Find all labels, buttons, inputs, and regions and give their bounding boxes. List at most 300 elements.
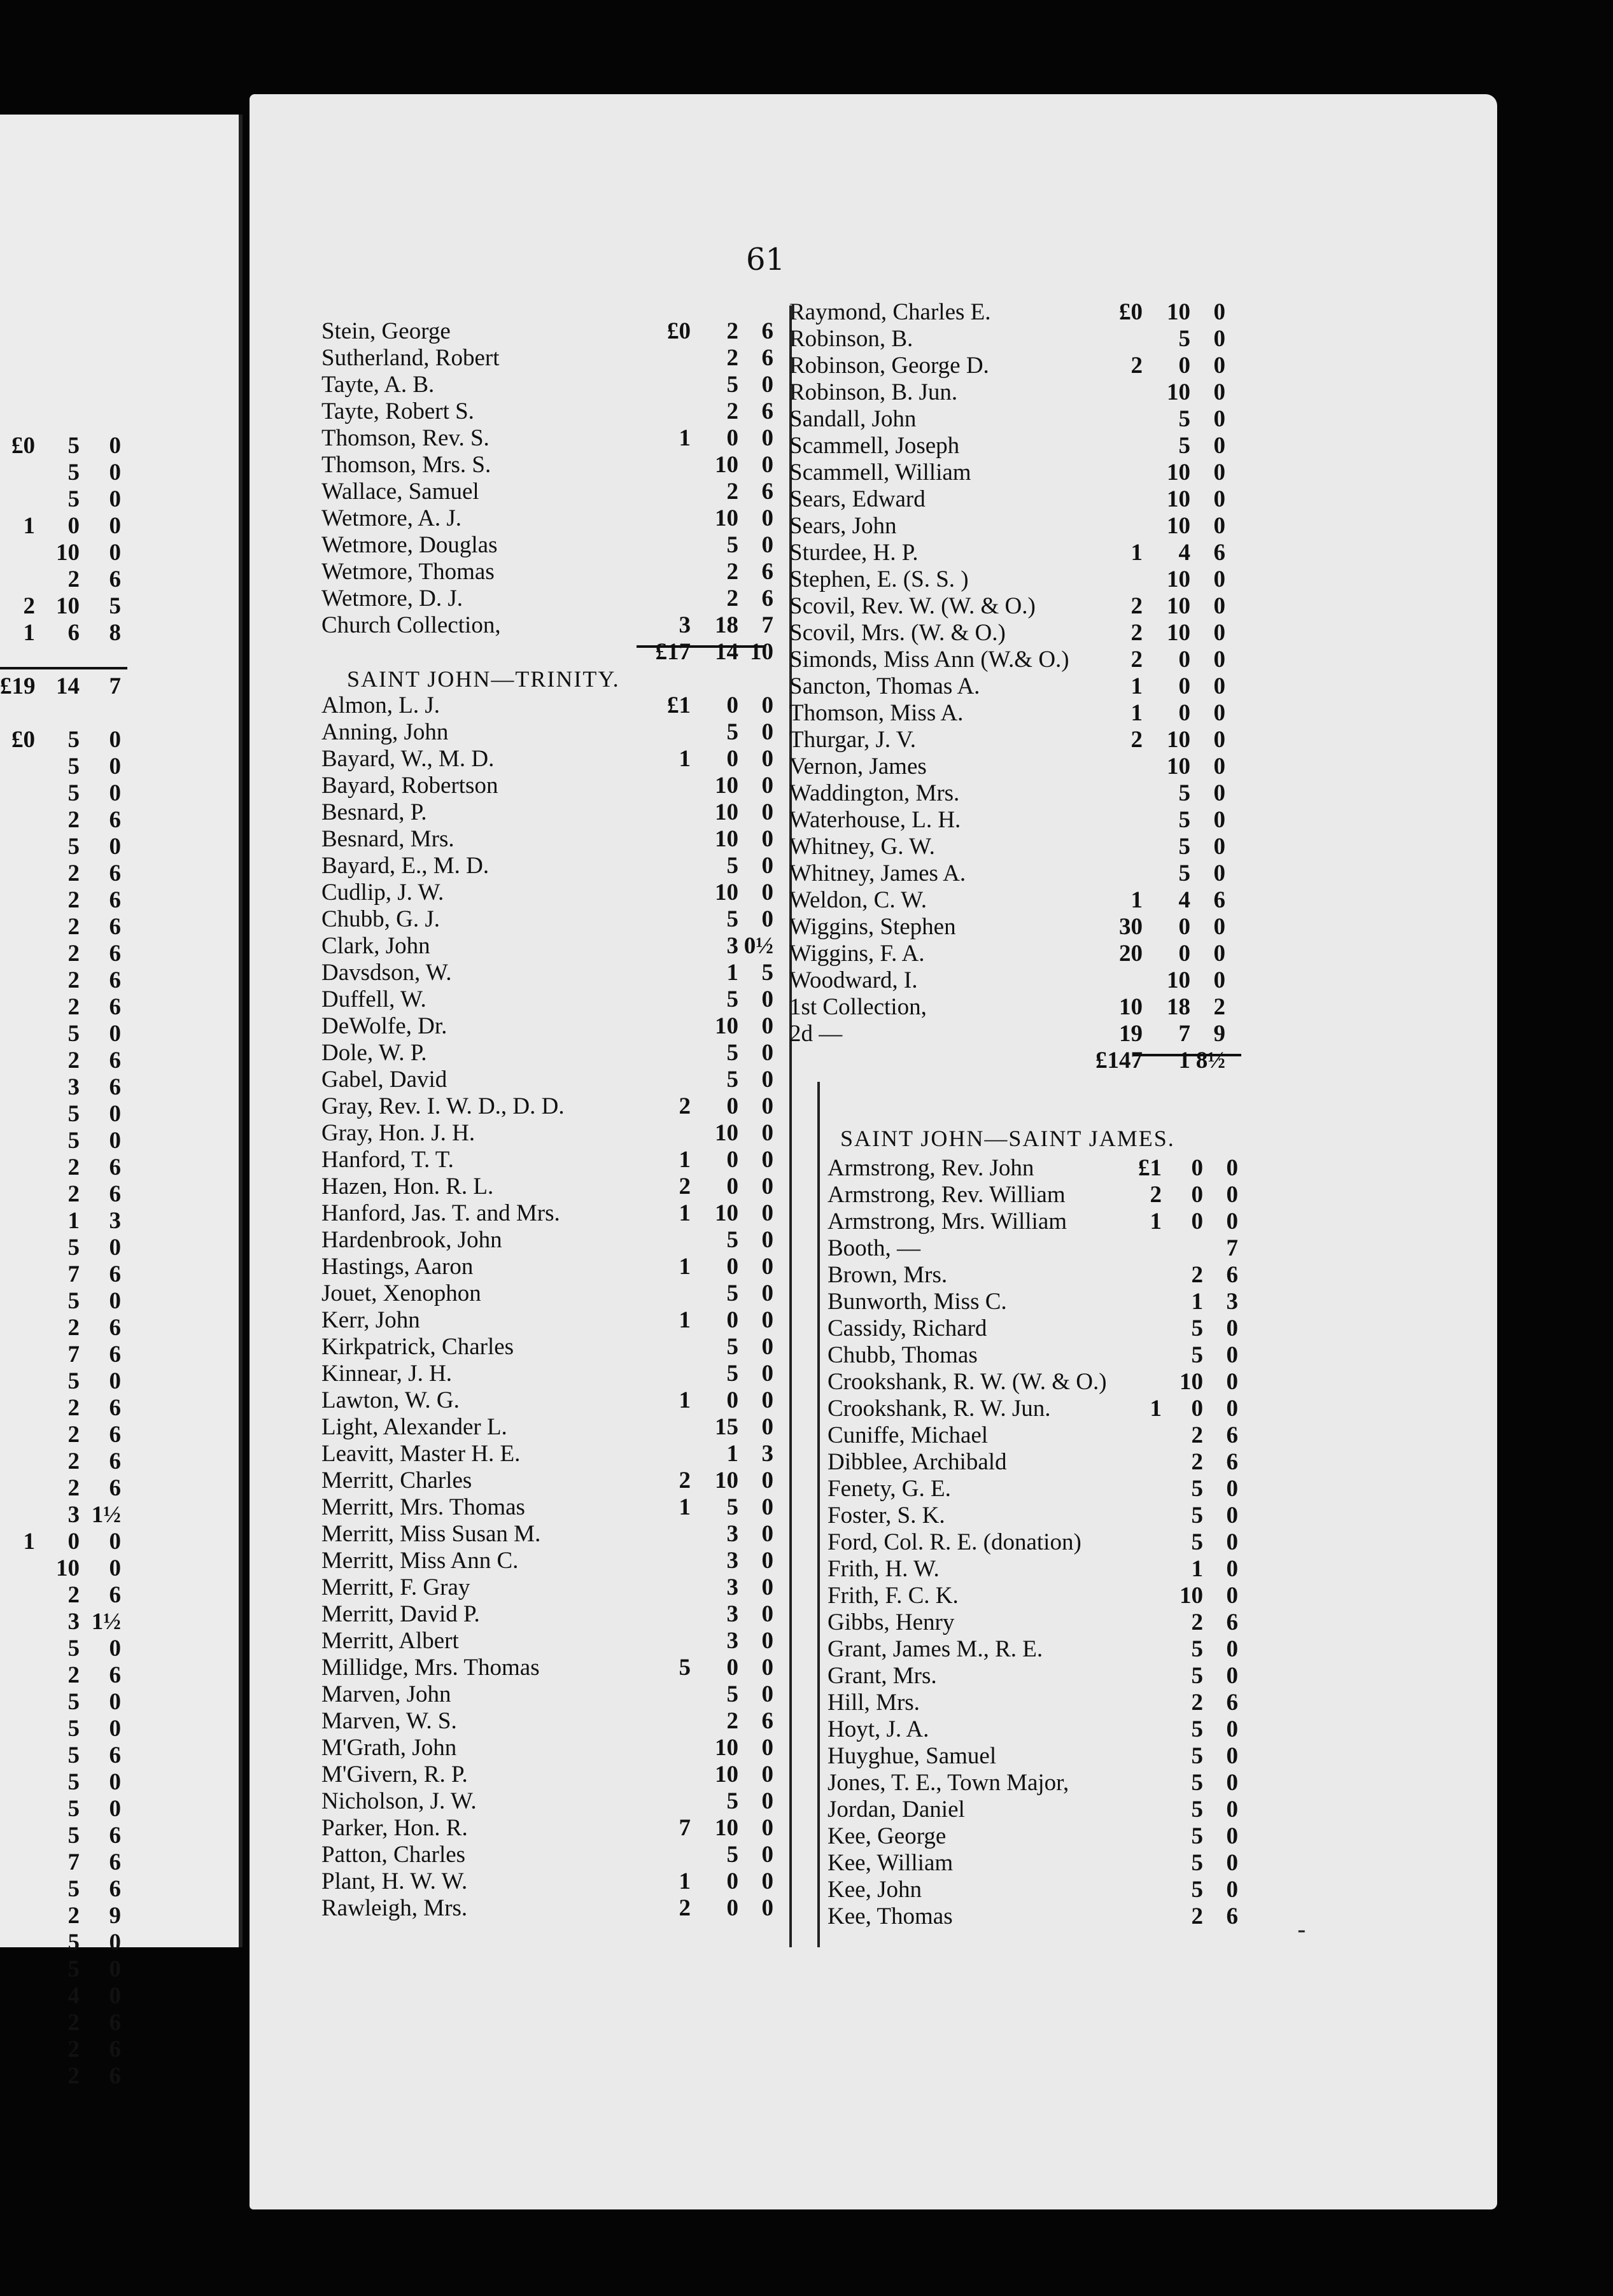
contributor-name: Plant, H. W. W. bbox=[321, 1868, 468, 1894]
pence-amount: 0 bbox=[761, 826, 773, 852]
pounds-amount: 1 bbox=[679, 1387, 691, 1413]
shillings-amount: 2 bbox=[67, 994, 80, 1020]
pence-amount: 0 bbox=[761, 1307, 773, 1333]
shillings-amount: 5 bbox=[67, 1769, 80, 1795]
contributor-name: Bayard, W., M. D. bbox=[321, 746, 495, 772]
pence-amount: 0 bbox=[1213, 513, 1225, 539]
pence-amount: 0 bbox=[1213, 566, 1225, 592]
pence-amount: 0 bbox=[761, 1093, 773, 1119]
shillings-amount: 5 bbox=[1191, 1850, 1203, 1876]
shillings-amount: 0 bbox=[1191, 1396, 1203, 1422]
contributor-name: Sancton, Thomas A. bbox=[789, 673, 980, 699]
pence-amount: 0 bbox=[761, 1548, 773, 1574]
pence-amount: 0 bbox=[1213, 486, 1225, 512]
shillings-amount: 2 bbox=[726, 318, 738, 344]
pence-amount: 0 bbox=[761, 1414, 773, 1440]
entry-row bbox=[828, 1850, 1273, 1877]
entry-row bbox=[321, 773, 773, 799]
shillings-amount: 0 bbox=[726, 1387, 738, 1413]
contributor-name: Whitney, James A. bbox=[789, 860, 966, 886]
contributor-name: M'Grath, John bbox=[321, 1735, 457, 1761]
shillings-amount: 5 bbox=[726, 1494, 738, 1520]
entry-row bbox=[321, 1761, 773, 1788]
pence-amount: 0 bbox=[109, 1235, 121, 1261]
pence-amount: 0 bbox=[109, 459, 121, 486]
pence-amount: 0 bbox=[1213, 353, 1225, 379]
pence-amount: 0 bbox=[109, 1529, 121, 1555]
entry-row bbox=[789, 433, 1248, 459]
shillings-amount: 5 bbox=[67, 1288, 80, 1314]
pounds-amount: 30 bbox=[1119, 914, 1143, 940]
margin-dash: - bbox=[1297, 1915, 1306, 1945]
entry-row bbox=[0, 2036, 236, 2063]
entry-row bbox=[0, 1395, 236, 1422]
pence-amount: 0 bbox=[109, 433, 121, 459]
pence-amount: 0 bbox=[109, 834, 121, 860]
entry-row bbox=[828, 1342, 1273, 1369]
shillings-amount: 5 bbox=[726, 1361, 738, 1387]
entry-row bbox=[321, 906, 773, 933]
shillings-amount: 5 bbox=[726, 1681, 738, 1707]
entry-row bbox=[0, 1074, 236, 1101]
entry-row bbox=[0, 1422, 236, 1448]
contributor-name: Wiggins, Stephen bbox=[789, 914, 956, 940]
entry-row bbox=[828, 1583, 1273, 1609]
shillings-amount: 5 bbox=[726, 853, 738, 879]
left-amount-column bbox=[0, 433, 236, 2090]
shillings-amount: 3 bbox=[67, 1502, 80, 1528]
pence-amount: 0 bbox=[1213, 807, 1225, 833]
contributor-name: 2d — bbox=[789, 1021, 843, 1047]
contributors-column-1 bbox=[321, 318, 773, 1922]
pence-amount: 7 bbox=[109, 673, 121, 699]
contributor-name: Hardenbrook, John bbox=[321, 1227, 502, 1253]
pence-amount: 0 bbox=[1226, 1182, 1238, 1208]
entry-row bbox=[0, 1983, 236, 2010]
entry-row bbox=[0, 807, 236, 834]
entry-row bbox=[789, 780, 1248, 807]
contributor-name: Leavitt, Master H. E. bbox=[321, 1441, 521, 1467]
entry-row bbox=[321, 826, 773, 853]
shillings-amount: 10 bbox=[715, 1815, 738, 1841]
contributor-name: Chubb, G. J. bbox=[321, 906, 440, 932]
entry-row bbox=[789, 299, 1248, 326]
shillings-amount: 10 bbox=[715, 773, 738, 799]
entry-row bbox=[321, 933, 773, 960]
entry-row bbox=[0, 1876, 236, 1903]
shillings-amount: 1 bbox=[1191, 1289, 1203, 1315]
entry-row bbox=[321, 372, 773, 398]
left-page-fragment bbox=[0, 115, 243, 2089]
shillings-amount: 10 bbox=[1167, 566, 1190, 592]
contributor-name: Anning, John bbox=[321, 719, 449, 745]
pence-amount: 0 bbox=[761, 1173, 773, 1200]
entry-row bbox=[321, 1601, 773, 1628]
entry-row bbox=[828, 1235, 1273, 1262]
entry-row bbox=[321, 532, 773, 559]
contributor-name: Scovil, Mrs. (W. & O.) bbox=[789, 620, 1006, 646]
pence-amount: 0 bbox=[761, 879, 773, 906]
pence-amount: 5 bbox=[761, 960, 773, 986]
shillings-amount: 14 bbox=[56, 673, 80, 699]
pence-amount: 0 bbox=[761, 1227, 773, 1253]
contributor-name: Lawton, W. G. bbox=[321, 1387, 460, 1413]
contributor-name: Dibblee, Archibald bbox=[828, 1449, 1007, 1475]
shillings-amount: 10 bbox=[1180, 1583, 1203, 1609]
shillings-amount: 5 bbox=[1191, 1743, 1203, 1769]
entry-row bbox=[321, 1895, 773, 1922]
entry-row bbox=[321, 1361, 773, 1387]
entry-row bbox=[321, 425, 773, 452]
contributor-name: Whitney, G. W. bbox=[789, 834, 935, 860]
entry-row bbox=[789, 967, 1248, 994]
contributor-name: Marven, W. S. bbox=[321, 1708, 457, 1734]
shillings-amount: 2 bbox=[67, 887, 80, 913]
shillings-amount: 2 bbox=[67, 1154, 80, 1180]
pence-amount: 3 bbox=[1226, 1289, 1238, 1315]
pence-amount: 6 bbox=[109, 1181, 121, 1207]
pence-amount: 6 bbox=[109, 1448, 121, 1474]
pence-amount: 0 bbox=[761, 1387, 773, 1413]
contributor-name: Armstrong, Rev. William bbox=[828, 1182, 1066, 1208]
shillings-amount: 5 bbox=[67, 1101, 80, 1127]
pounds-amount: 2 bbox=[1131, 593, 1143, 619]
pence-amount: 0 bbox=[1213, 593, 1225, 619]
shillings-amount: 2 bbox=[67, 1903, 80, 1929]
entry-row bbox=[0, 1929, 236, 1956]
shillings-amount: 5 bbox=[67, 834, 80, 860]
contributor-name: Stephen, E. (S. S. ) bbox=[789, 566, 969, 592]
shillings-amount: 10 bbox=[1167, 620, 1190, 646]
shillings-amount: 2 bbox=[67, 1047, 80, 1074]
shillings-amount: 15 bbox=[715, 1414, 738, 1440]
shillings-amount: 5 bbox=[67, 1689, 80, 1715]
pence-amount: 0 bbox=[761, 1361, 773, 1387]
entry-row bbox=[0, 1502, 236, 1529]
shillings-amount: 0 bbox=[726, 1868, 738, 1894]
shillings-amount: 10 bbox=[715, 879, 738, 906]
shillings-amount: 7 bbox=[67, 1341, 80, 1368]
entry-row bbox=[828, 1422, 1273, 1449]
pounds-amount: 1 bbox=[1131, 700, 1143, 726]
contributor-name: Kee, John bbox=[828, 1877, 922, 1903]
section-heading-text: SAINT JOHN—TRINITY. bbox=[347, 666, 620, 692]
entry-row bbox=[0, 914, 236, 941]
pence-amount: 6 bbox=[109, 2036, 121, 2062]
contributor-name: Merritt, Mrs. Thomas bbox=[321, 1494, 525, 1520]
shillings-amount: 5 bbox=[67, 1635, 80, 1662]
entry-row bbox=[321, 1521, 773, 1548]
contributor-name: Raymond, Charles E. bbox=[789, 299, 991, 325]
contributor-name: Huyghue, Samuel bbox=[828, 1743, 997, 1769]
entry-row bbox=[321, 559, 773, 585]
shillings-amount: 10 bbox=[1167, 727, 1190, 753]
pence-amount: 6 bbox=[761, 318, 773, 344]
shillings-amount: 4 bbox=[1178, 540, 1190, 566]
contributor-name: Gray, Hon. J. H. bbox=[321, 1120, 475, 1146]
pence-amount: 0 bbox=[761, 372, 773, 398]
pence-amount: 0 bbox=[1226, 1208, 1238, 1235]
pence-amount: 0 bbox=[1226, 1556, 1238, 1582]
contributor-name: Marven, John bbox=[321, 1681, 451, 1707]
shillings-amount: 1 bbox=[726, 960, 738, 986]
pence-amount: 0 bbox=[109, 1021, 121, 1047]
shillings-amount: 2 bbox=[726, 1708, 738, 1734]
entry-row bbox=[321, 1147, 773, 1173]
shillings-amount: 5 bbox=[67, 1128, 80, 1154]
entry-row bbox=[828, 1502, 1273, 1529]
shillings-amount: 5 bbox=[726, 1067, 738, 1093]
entry-row bbox=[0, 540, 236, 566]
contributor-name: Thomson, Mrs. S. bbox=[321, 452, 491, 478]
column-divider-2 bbox=[817, 1082, 820, 1947]
entry-row bbox=[0, 753, 236, 780]
shillings-amount: 10 bbox=[715, 1761, 738, 1788]
shillings-amount: 0 bbox=[1178, 673, 1190, 699]
pence-amount: 5 bbox=[109, 593, 121, 619]
entry-row bbox=[828, 1903, 1273, 1930]
contributor-name: Simonds, Miss Ann (W.& O.) bbox=[789, 647, 1069, 673]
shillings-amount: 3 bbox=[726, 933, 738, 959]
pounds-amount: 1 bbox=[1150, 1396, 1162, 1422]
pence-amount: 6 bbox=[761, 585, 773, 612]
pounds-amount: £0 bbox=[1119, 299, 1143, 325]
entry-row bbox=[321, 1467, 773, 1494]
entry-row bbox=[0, 1742, 236, 1769]
entry-row bbox=[789, 727, 1248, 753]
pence-amount: 0 bbox=[761, 1013, 773, 1039]
shillings-amount: 5 bbox=[67, 1876, 80, 1902]
entry-row bbox=[321, 1254, 773, 1280]
pence-amount: 0 bbox=[109, 1635, 121, 1662]
contributor-name: Foster, S. K. bbox=[828, 1502, 945, 1529]
pence-amount: 0 bbox=[761, 1120, 773, 1146]
entry-row bbox=[0, 1903, 236, 1929]
pence-amount: 0 bbox=[761, 1494, 773, 1520]
shillings-amount: 3 bbox=[726, 1548, 738, 1574]
contributor-name: Parker, Hon. R. bbox=[321, 1815, 468, 1841]
shillings-amount: 2 bbox=[1191, 1690, 1203, 1716]
entry-row bbox=[789, 887, 1248, 914]
pence-amount: 6 bbox=[109, 1475, 121, 1501]
shillings-amount: 5 bbox=[726, 1227, 738, 1253]
entry-row bbox=[321, 879, 773, 906]
shillings-amount: 2 bbox=[67, 967, 80, 993]
contributor-name: Frith, F. C. K. bbox=[828, 1583, 959, 1609]
pence-amount: 0 bbox=[1226, 1155, 1238, 1181]
shillings-amount: 10 bbox=[1167, 459, 1190, 486]
pence-amount: 6 bbox=[109, 1315, 121, 1341]
shillings-amount: 10 bbox=[56, 593, 80, 619]
shillings-amount: 5 bbox=[1178, 834, 1190, 860]
contributors-column-3 bbox=[828, 1155, 1273, 1930]
shillings-amount: 0 bbox=[726, 1173, 738, 1200]
contributor-name: Scammell, Joseph bbox=[789, 433, 960, 459]
entry-row bbox=[0, 459, 236, 486]
entry-row bbox=[0, 1448, 236, 1475]
pence-amount: 0 bbox=[761, 1815, 773, 1841]
shillings-amount: 3 bbox=[726, 1601, 738, 1627]
entry-row bbox=[321, 585, 773, 612]
contributor-name: Sturdee, H. P. bbox=[789, 540, 919, 566]
entry-row bbox=[828, 1770, 1273, 1796]
contributor-name: Wetmore, Thomas bbox=[321, 559, 495, 585]
pence-amount: 6 bbox=[109, 1341, 121, 1368]
entry-row bbox=[0, 1101, 236, 1128]
pounds-amount: 2 bbox=[679, 1173, 691, 1200]
pence-amount: 0 bbox=[1213, 406, 1225, 432]
entry-row bbox=[828, 1556, 1273, 1583]
pence-amount: 0 bbox=[109, 1796, 121, 1822]
pence-amount: 6 bbox=[109, 1849, 121, 1875]
contributor-name: Grant, James M., R. E. bbox=[828, 1636, 1043, 1662]
pence-amount: 6 bbox=[761, 479, 773, 505]
contributor-name: Tayte, Robert S. bbox=[321, 398, 474, 424]
shillings-amount: 0 bbox=[726, 1254, 738, 1280]
shillings-amount: 10 bbox=[715, 505, 738, 531]
pence-amount: 0 bbox=[761, 1200, 773, 1226]
pence-amount: 6 bbox=[109, 1876, 121, 1902]
contributor-name: Clark, John bbox=[321, 933, 430, 959]
entry-row bbox=[0, 860, 236, 887]
entry-row bbox=[0, 513, 236, 540]
pence-amount: 0 bbox=[1213, 433, 1225, 459]
entry-row bbox=[0, 433, 236, 459]
pence-amount: 0 bbox=[761, 773, 773, 799]
shillings-amount: 10 bbox=[1167, 299, 1190, 325]
entry-row bbox=[321, 1441, 773, 1467]
entry-row bbox=[789, 941, 1248, 967]
shillings-amount: 10 bbox=[56, 540, 80, 566]
pence-amount: 0 bbox=[1226, 1743, 1238, 1769]
shillings-amount: 0 bbox=[1191, 1182, 1203, 1208]
pence-amount: 0 bbox=[1213, 647, 1225, 673]
shillings-amount: 10 bbox=[715, 826, 738, 852]
pence-amount: 0 bbox=[761, 1842, 773, 1868]
pounds-amount: 2 bbox=[1131, 620, 1143, 646]
entry-row bbox=[0, 1849, 236, 1876]
entry-row bbox=[789, 353, 1248, 379]
pence-amount: 0 bbox=[761, 425, 773, 451]
shillings-amount: 5 bbox=[1178, 326, 1190, 352]
contributor-name: Gabel, David bbox=[321, 1067, 447, 1093]
entry-row bbox=[321, 1868, 773, 1895]
shillings-amount: 4 bbox=[67, 1983, 80, 2009]
pounds-amount: 1 bbox=[23, 513, 35, 539]
shillings-amount: 2 bbox=[1191, 1449, 1203, 1475]
shillings-amount: 5 bbox=[67, 727, 80, 753]
entry-row bbox=[321, 1093, 773, 1120]
shillings-amount: 0 bbox=[726, 1307, 738, 1333]
entry-row bbox=[321, 1628, 773, 1655]
pounds-amount: 2 bbox=[1131, 727, 1143, 753]
pounds-amount: 2 bbox=[679, 1093, 691, 1119]
shillings-amount: 5 bbox=[67, 1929, 80, 1956]
pence-amount: 0 bbox=[761, 1895, 773, 1921]
contributor-name: Robinson, B. bbox=[789, 326, 913, 352]
entry-row bbox=[0, 834, 236, 860]
shillings-amount: 10 bbox=[1167, 593, 1190, 619]
entry-row bbox=[321, 1040, 773, 1067]
pence-amount: 0½ bbox=[743, 933, 773, 959]
entry-row bbox=[321, 986, 773, 1013]
shillings-amount: 1 bbox=[1191, 1556, 1203, 1582]
pence-amount: 0 bbox=[761, 906, 773, 932]
entry-row bbox=[0, 1208, 236, 1235]
entry-row bbox=[0, 566, 236, 593]
pounds-amount: 1 bbox=[679, 746, 691, 772]
entry-row bbox=[789, 1021, 1248, 1047]
shillings-amount: 10 bbox=[56, 1555, 80, 1581]
page-number: 61 bbox=[746, 242, 785, 277]
pence-amount: 6 bbox=[1226, 1690, 1238, 1716]
shillings-amount: 2 bbox=[1191, 1903, 1203, 1929]
contributor-name: Wetmore, D. J. bbox=[321, 585, 463, 612]
pounds-amount: 1 bbox=[1131, 887, 1143, 913]
shillings-amount: 3 bbox=[726, 1628, 738, 1654]
entry-row bbox=[828, 1289, 1273, 1315]
entry-row bbox=[321, 853, 773, 879]
pence-amount: 0 bbox=[109, 753, 121, 780]
pounds-amount: £0 bbox=[667, 318, 691, 344]
pence-amount: 0 bbox=[761, 1574, 773, 1600]
pence-amount: 0 bbox=[761, 1147, 773, 1173]
shillings-amount: 5 bbox=[1191, 1716, 1203, 1742]
contributor-name: Patton, Charles bbox=[321, 1842, 466, 1868]
contributor-name: Sutherland, Robert bbox=[321, 345, 500, 371]
shillings-amount: 2 bbox=[67, 2010, 80, 2036]
contributor-name: Chubb, Thomas bbox=[828, 1342, 978, 1368]
pence-amount: 0 bbox=[761, 1521, 773, 1547]
pounds-amount: 1 bbox=[23, 1529, 35, 1555]
pence-amount: 6 bbox=[109, 1742, 121, 1768]
pounds-amount: 1 bbox=[1150, 1208, 1162, 1235]
shillings-amount: 3 bbox=[726, 1574, 738, 1600]
pence-amount: 0 bbox=[761, 692, 773, 718]
shillings-amount: 10 bbox=[1167, 379, 1190, 405]
pence-amount: 0 bbox=[1213, 673, 1225, 699]
pounds-amount: £0 bbox=[11, 727, 35, 753]
contributor-name: Ford, Col. R. E. (donation) bbox=[828, 1529, 1081, 1555]
pence-amount: 0 bbox=[761, 1788, 773, 1814]
pence-amount: 0 bbox=[109, 486, 121, 512]
shillings-amount: 2 bbox=[67, 941, 80, 967]
contributor-name: Armstrong, Rev. John bbox=[828, 1155, 1034, 1181]
contributor-name: Cuniffe, Michael bbox=[828, 1422, 989, 1448]
contributor-name: Thomson, Rev. S. bbox=[321, 425, 490, 451]
entry-row bbox=[0, 1689, 236, 1716]
shillings-amount: 7 bbox=[67, 1261, 80, 1287]
pence-amount: 6 bbox=[109, 1395, 121, 1421]
pence-amount: 0 bbox=[1226, 1877, 1238, 1903]
contributor-name: Fenety, G. E. bbox=[828, 1476, 951, 1502]
pence-amount: 0 bbox=[1213, 967, 1225, 993]
pence-amount: 6 bbox=[109, 2010, 121, 2036]
shillings-amount: 5 bbox=[67, 1796, 80, 1822]
pence-amount: 0 bbox=[109, 1689, 121, 1715]
contributor-name: Merritt, David P. bbox=[321, 1601, 480, 1627]
entry-row bbox=[321, 1655, 773, 1681]
entry-row bbox=[789, 994, 1248, 1021]
pence-amount: 6 bbox=[761, 1708, 773, 1734]
entry-row bbox=[321, 1788, 773, 1815]
contributor-name: Frith, H. W. bbox=[828, 1556, 940, 1582]
shillings-amount: 5 bbox=[1191, 1823, 1203, 1849]
shillings-amount: 2 bbox=[1191, 1422, 1203, 1448]
entry-row bbox=[828, 1609, 1273, 1636]
pence-amount: 0 bbox=[761, 986, 773, 1012]
pence-amount: 0 bbox=[109, 727, 121, 753]
